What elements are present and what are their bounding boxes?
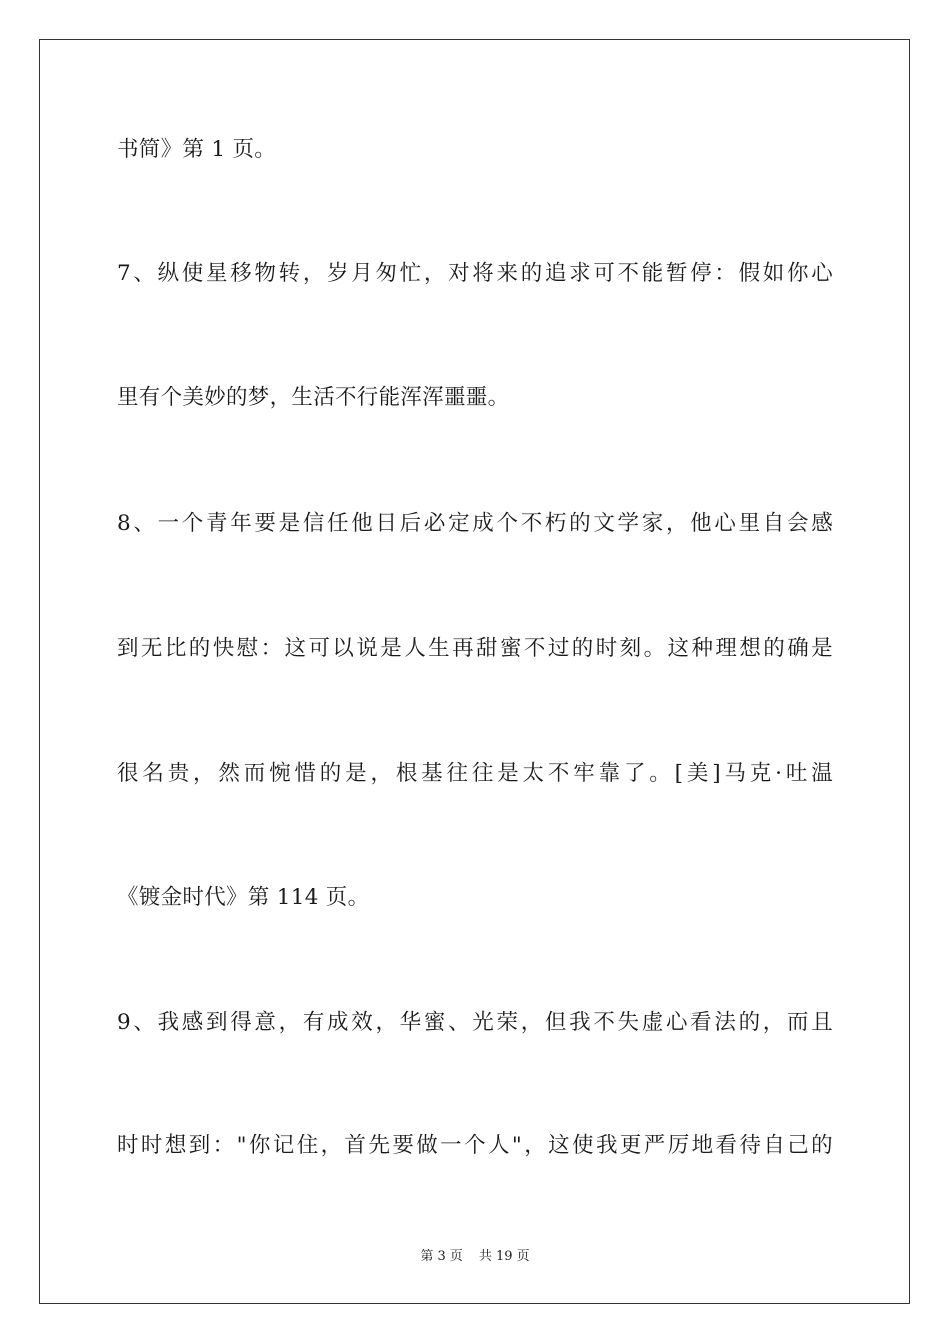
text-line: 《镀金时代》第 114 页。 <box>117 885 370 910</box>
text-line: 里有个美妙的梦，生活不行能浑浑噩噩。 <box>117 385 510 410</box>
text-line: 时时想到："你记住，首先要做一个人"，这使我更严厉地看待自己的 <box>117 1133 833 1158</box>
text-line: 到无比的快慰：这可以说是人生再甜蜜不过的时刻。这种理想的确是 <box>117 636 833 661</box>
text-line: 7、纵使星移物转，岁月匆忙，对将来的追求可不能暂停：假如你心 <box>117 261 833 286</box>
page-border <box>39 39 910 1304</box>
page-number: 第 3 页 <box>420 1249 463 1264</box>
page-total: 共 19 页 <box>478 1249 530 1264</box>
text-line: 很名贵，然而惋惜的是，根基往往是太不牢靠了。[美]马克·吐温 <box>117 761 833 786</box>
text-line: 8、一个青年要是信任他日后必定成个不朽的文学家，他心里自会感 <box>117 511 833 536</box>
text-line: 9、我感到得意，有成效，华蜜、光荣，但我不失虚心看法的，而且 <box>117 1010 833 1035</box>
page-footer <box>0 1248 950 1266</box>
text-line: 书简》第 1 页。 <box>117 137 277 162</box>
